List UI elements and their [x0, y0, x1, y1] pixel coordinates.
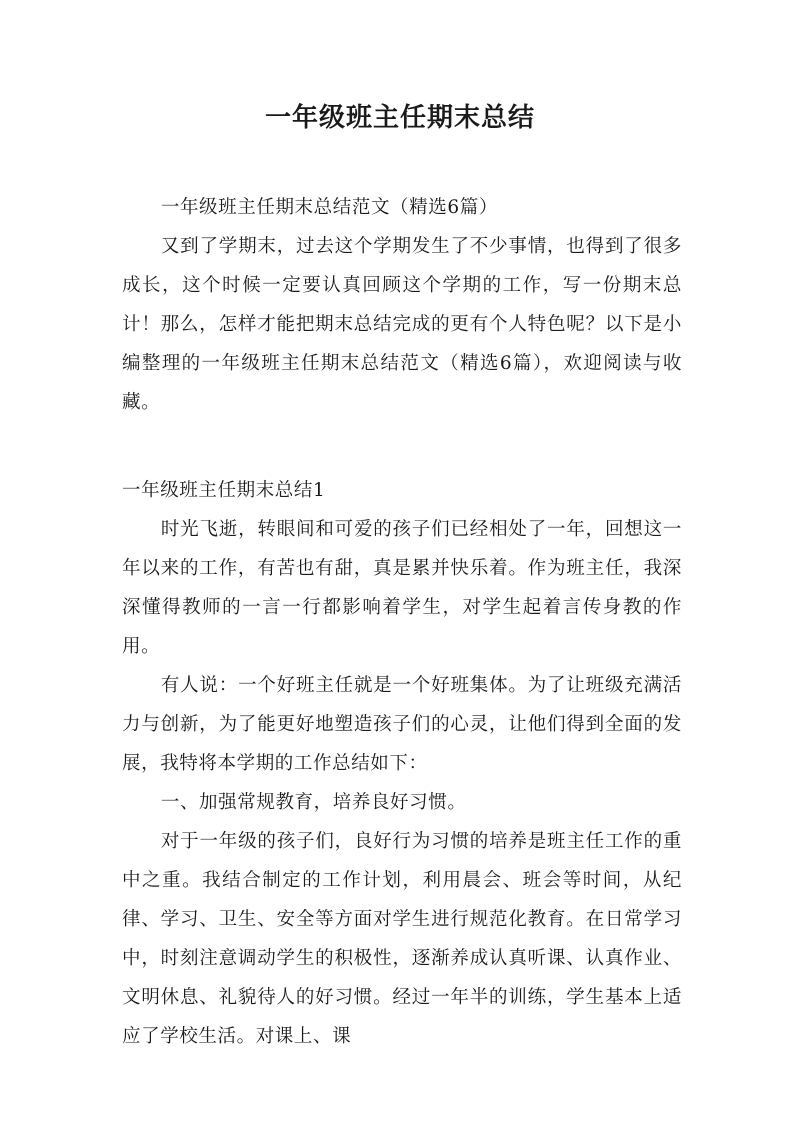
document-body	[122, 188, 682, 1056]
body-paragraph: 有人说：一个好班主任就是一个好班集体。为了让班级充满活力与创新，为了能更好地塑造孩子们的心灵，让他们得到全面的发展，我特将本学期的工作总结如下：	[122, 675, 682, 774]
section-spacer	[122, 422, 682, 471]
intro-heading: 一年级班主任期末总结范文（精选6篇）	[160, 197, 498, 218]
section-heading: 一年级班主任期末总结1	[122, 480, 326, 501]
subsection-heading: 一、加强常规教育，培养良好习惯。	[160, 792, 467, 813]
body-paragraph: 对于一年级的孩子们，良好行为习惯的培养是班主任工作的重中之重。我结合制定的工作计划，利用晨会、班会等时间，从纪律、学习、卫生、安全等方面对学生进行规范化教育。在日常学习中，时刻注意调动学生的积极性，逐渐养成认真听课、认真作业、文明休息、礼貌待人的好习惯。经过一年半的训练，学生基本上适应了学校生活。对课上、课	[122, 831, 682, 1047]
intro-paragraph: 又到了学期末，过去这个学期发生了不少事情，也得到了很多成长，这个时候一定要认真回顾这个学期的工作，写一份期末总计！那么，怎样才能把期末总结完成的更有个人特色呢？以下是小编整理的一年级班主任期末总结范文（精选6篇），欢迎阅读与收藏。	[122, 236, 682, 413]
document-title: 一年级班主任期末总结	[264, 103, 535, 133]
body-paragraph: 时光飞逝，转眼间和可爱的孩子们已经相处了一年，回想这一年以来的工作，有苦也有甜，真是累并快乐着。作为班主任，我深深懂得教师的一言一行都影响着学生，对学生起着言传身教的作用。	[122, 519, 682, 657]
